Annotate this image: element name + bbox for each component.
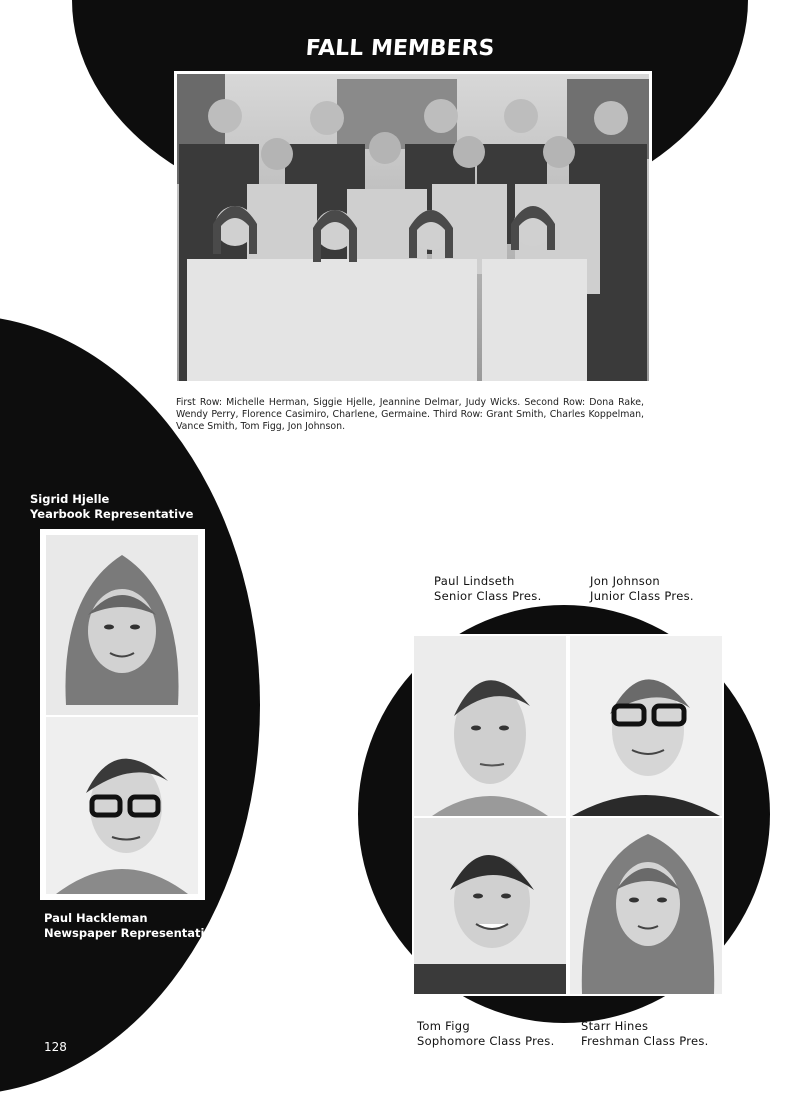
group-photo	[174, 71, 652, 384]
page-number: 128	[44, 1040, 67, 1054]
president-name: Tom Figg	[417, 1019, 470, 1033]
portrait-photo	[46, 717, 198, 894]
president-role: Freshman Class Pres.	[581, 1034, 709, 1048]
president-role: Sophomore Class Pres.	[417, 1034, 555, 1048]
president-role: Senior Class Pres.	[434, 589, 542, 603]
representative-role: Yearbook Representative	[30, 507, 194, 521]
president-name: Jon Johnson	[590, 574, 660, 588]
representatives-photos	[40, 529, 205, 900]
representative-role: Newspaper Representative	[44, 926, 220, 940]
class-presidents-photos	[412, 634, 724, 996]
president-name: Paul Lindseth	[434, 574, 515, 588]
president-role: Junior Class Pres.	[590, 589, 694, 603]
page-title: FALL MEMBERS	[304, 36, 496, 61]
president-name: Starr Hines	[581, 1019, 649, 1033]
representative-name: Paul Hackleman	[44, 911, 148, 925]
portrait-photo	[46, 535, 198, 715]
representative-name: Sigrid Hjelle	[30, 492, 110, 506]
group-photo-caption: First Row: Michelle Herman, Siggie Hjelle, Jeannine Delmar, Judy Wicks. Second Row: Dona Rake, Wendy Perry, Florence Casimiro, Charlene, Germaine. Third Row: Grant Smith, Charles Koppelman, Vance Smith, Tom Figg, Jon Johnson.	[176, 397, 644, 432]
